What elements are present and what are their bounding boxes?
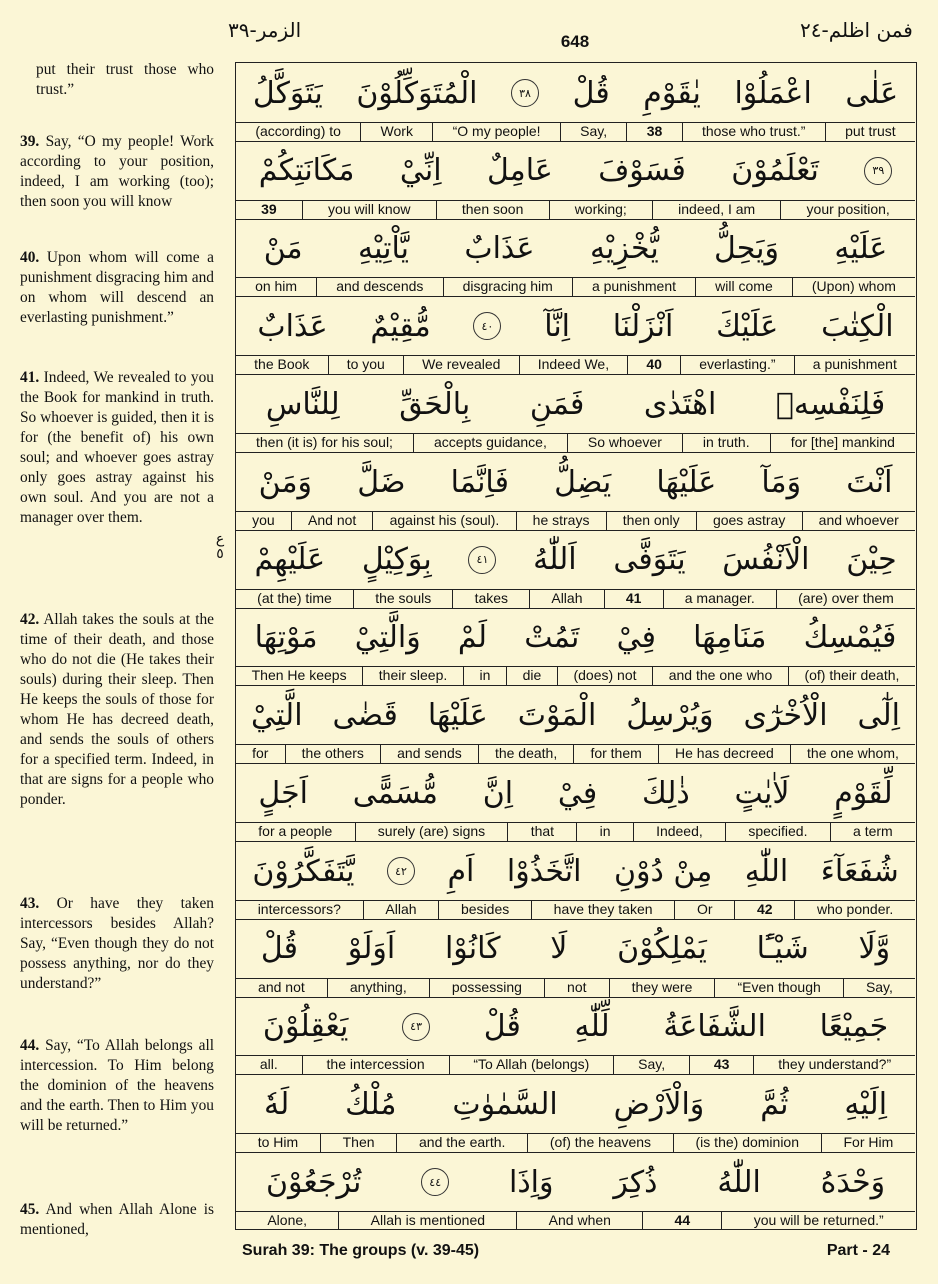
arabic-word: لَاٰيٰتٍ bbox=[734, 775, 790, 811]
note-text: And when Allah Alone is mentioned, bbox=[20, 1201, 215, 1238]
english-gloss: Allah is mentioned bbox=[338, 1212, 516, 1230]
arabic-line bbox=[236, 997, 915, 1057]
english-gloss: (does) not bbox=[557, 667, 652, 685]
verse-row bbox=[236, 452, 915, 531]
english-gloss: Then He keeps bbox=[251, 667, 347, 684]
arabic-word: عَذَابٌ bbox=[257, 308, 328, 344]
english-gloss: (at the) time bbox=[257, 589, 332, 606]
arabic-word: حِيْنَ bbox=[846, 542, 897, 578]
arabic-word: يَمْلِكُوْنَ bbox=[617, 931, 707, 967]
english-gloss: the others bbox=[285, 745, 380, 763]
english-gloss-line bbox=[236, 511, 915, 530]
english-gloss: disgracing him bbox=[443, 278, 572, 296]
arabic-word: اعْمَلُوْا bbox=[734, 75, 812, 111]
english-gloss: that bbox=[507, 823, 576, 841]
ayah-end-marker: ٤٣ bbox=[402, 1013, 430, 1041]
english-gloss: they understand?” bbox=[753, 1056, 915, 1074]
english-gloss: “Even though bbox=[714, 979, 842, 997]
english-gloss: you will be returned.” bbox=[721, 1212, 915, 1230]
english-gloss: then only bbox=[606, 512, 696, 530]
verse-row bbox=[236, 841, 915, 920]
english-gloss: working; bbox=[549, 201, 652, 219]
english-gloss: Indeed We, bbox=[519, 356, 628, 374]
footer-part: Part - 24 bbox=[826, 1242, 890, 1259]
english-gloss: Say, bbox=[843, 979, 915, 997]
english-gloss: possessing bbox=[429, 979, 544, 997]
english-gloss: and the one who bbox=[652, 667, 788, 685]
english-gloss: He has decreed bbox=[658, 745, 790, 763]
arabic-word: كَانُوْا bbox=[444, 931, 501, 967]
arabic-word: مَوْتِهَا bbox=[254, 620, 318, 656]
arabic-word: عَلَيْهِ bbox=[834, 231, 888, 267]
arabic-word: مُّقِيْمٌ bbox=[370, 308, 431, 344]
english-gloss: and whoever bbox=[802, 512, 916, 530]
page-header bbox=[0, 14, 938, 50]
arabic-word: قُلْ bbox=[483, 1009, 521, 1045]
english-gloss: (Upon) whom bbox=[792, 278, 915, 296]
arabic-word: اتَّخَذُوْا bbox=[506, 853, 582, 889]
arabic-word: مُّسَمًّى bbox=[352, 775, 438, 811]
ruku-mark-letter: ع bbox=[215, 531, 225, 547]
english-gloss: you bbox=[252, 511, 275, 528]
english-gloss: anything, bbox=[327, 979, 429, 997]
arabic-word: الْكِتٰبَ bbox=[821, 308, 894, 344]
arabic-word: فَمَنِ bbox=[529, 386, 585, 422]
arabic-word: اللّٰهُ bbox=[717, 1164, 761, 1200]
arabic-word: مَنَامِهَا bbox=[693, 620, 767, 656]
surah-label-arabic: الزمر-٣٩ bbox=[228, 18, 302, 42]
english-gloss: the one whom, bbox=[790, 745, 915, 763]
arabic-word: لِّلّٰهِ bbox=[574, 1009, 610, 1045]
word-by-word-grid bbox=[235, 62, 917, 1230]
arabic-word: اَجَلٍ bbox=[258, 775, 308, 811]
english-gloss: indeed, I am bbox=[652, 201, 780, 219]
arabic-word: اِنِّيْ bbox=[399, 153, 442, 189]
english-gloss-line bbox=[236, 822, 915, 841]
arabic-word: وَيَحِلُّ bbox=[714, 231, 779, 267]
english-gloss: who ponder. bbox=[794, 901, 915, 919]
verse-number: 41. bbox=[20, 369, 40, 386]
arabic-line bbox=[236, 841, 915, 901]
arabic-word: يُّخْزِيْهِ bbox=[589, 231, 659, 267]
arabic-word: الشَّفَاعَةُ bbox=[663, 1009, 766, 1045]
arabic-word: فَلِنَفْسِهٖ bbox=[775, 386, 886, 422]
arabic-word: لَهٗ bbox=[264, 1086, 290, 1122]
arabic-word: قُلْ bbox=[260, 931, 298, 967]
english-gloss-line bbox=[236, 122, 915, 141]
english-gloss: then (it is) for his soul; bbox=[256, 433, 393, 450]
arabic-word: وَالْاَرْضِ bbox=[613, 1086, 705, 1122]
verse-number: 43. bbox=[20, 895, 40, 912]
arabic-word: شَيْـًٔا bbox=[756, 931, 809, 967]
english-gloss: not bbox=[544, 979, 609, 997]
arabic-line bbox=[236, 530, 915, 590]
arabic-word: وَمَآ bbox=[761, 464, 802, 500]
arabic-line bbox=[236, 1074, 915, 1134]
english-gloss: and not bbox=[258, 978, 305, 995]
arabic-word: مِنْ دُوْنِ bbox=[613, 853, 713, 889]
arabic-line bbox=[236, 1152, 915, 1212]
ayah-end-marker: ٤٢ bbox=[387, 857, 415, 885]
arabic-word: لِّقَوْمٍ bbox=[834, 775, 893, 811]
english-gloss: for them bbox=[573, 745, 658, 763]
english-gloss-line bbox=[236, 666, 915, 685]
arabic-word: يَضِلُّ bbox=[554, 464, 612, 500]
arabic-line bbox=[236, 219, 915, 279]
english-gloss: (is the) dominion bbox=[673, 1134, 821, 1152]
arabic-word: اَنْتَ bbox=[846, 464, 893, 500]
english-gloss: all. bbox=[259, 1056, 278, 1073]
arabic-word: مُلْكُ bbox=[345, 1086, 397, 1122]
verse-row bbox=[236, 530, 915, 609]
arabic-word: فَسَوْفَ bbox=[598, 153, 686, 189]
arabic-word: قُلْ bbox=[572, 75, 610, 111]
english-gloss: Or bbox=[674, 901, 734, 919]
arabic-word: الَّتِيْ bbox=[251, 697, 303, 733]
arabic-word: عَامِلٌ bbox=[486, 153, 553, 189]
english-gloss-line bbox=[236, 355, 915, 374]
english-gloss: accepts guidance, bbox=[413, 434, 567, 452]
english-gloss: “O my people! bbox=[432, 123, 560, 141]
note-text: Upon whom will come a punishment disgracing him and on whom will descend an everlasting punishment.” bbox=[20, 249, 214, 326]
english-gloss-line bbox=[236, 589, 915, 608]
arabic-line bbox=[236, 452, 915, 512]
verse-row bbox=[236, 685, 915, 764]
arabic-word: يَتَوَفَّى bbox=[613, 542, 686, 578]
english-gloss: Say, bbox=[613, 1056, 689, 1074]
arabic-word: عَلَيْهَا bbox=[427, 697, 488, 733]
arabic-word: يَّتَفَكَّرُوْنَ bbox=[252, 853, 355, 889]
english-gloss: against his (soul). bbox=[372, 512, 515, 530]
english-gloss: So whoever bbox=[567, 434, 682, 452]
english-gloss: 39 bbox=[261, 200, 277, 217]
verse-row bbox=[236, 219, 915, 298]
footer-surah-title: Surah 39: The groups (v. 39-45) bbox=[242, 1242, 480, 1259]
note-text: Say, “To Allah belongs all intercession. To Him belong the dominion of the heavens and the earth. Then to Him you will be returned.” bbox=[20, 1037, 214, 1134]
arabic-line bbox=[236, 63, 915, 123]
arabic-word: يَتَوَكَّلُ bbox=[252, 75, 323, 111]
arabic-word: اَنْزَلْنَا bbox=[612, 308, 674, 344]
english-gloss: in bbox=[463, 667, 506, 685]
arabic-word: لَا bbox=[550, 931, 568, 967]
english-gloss: the souls bbox=[353, 590, 452, 608]
arabic-word: بِالْحَقِّ bbox=[399, 386, 471, 422]
english-gloss: everlasting.” bbox=[680, 356, 794, 374]
note-text: Indeed, We revealed to you the Book for mankind in truth. So whoever is guided, then it is for (the benefit of) his own soul; and whoever goes astray only goes astray against his own soul. And you are not a manager over them. bbox=[20, 369, 214, 526]
verse-number: 39. bbox=[20, 133, 40, 150]
arabic-word: وَّلَا bbox=[858, 931, 891, 967]
verse-number: 40. bbox=[20, 249, 40, 266]
arabic-word: عَلٰى bbox=[845, 75, 899, 111]
arabic-word: اِنَّ bbox=[482, 775, 514, 811]
english-gloss: to Him bbox=[257, 1134, 299, 1151]
arabic-word: يَعْقِلُوْنَ bbox=[262, 1009, 349, 1045]
arabic-line bbox=[236, 763, 915, 823]
arabic-word: ذٰلِكَ bbox=[641, 775, 690, 811]
arabic-line bbox=[236, 374, 915, 434]
english-gloss: Alone, bbox=[267, 1211, 308, 1228]
english-gloss: specified. bbox=[725, 823, 830, 841]
english-gloss: and descends bbox=[316, 278, 442, 296]
english-gloss: those who trust.” bbox=[682, 123, 825, 141]
note-text: put their trust those who trust.” bbox=[36, 61, 214, 98]
english-gloss: to you bbox=[328, 356, 403, 374]
arabic-word: شُفَعَآءَ bbox=[820, 853, 899, 889]
translation-note bbox=[20, 610, 214, 810]
page-number: 648 bbox=[560, 32, 590, 51]
arabic-word: اِلٰٓى bbox=[857, 697, 901, 733]
arabic-word: فَاِنَّمَا bbox=[450, 464, 509, 500]
ayah-end-marker: ٣٩ bbox=[864, 157, 892, 185]
note-text: Allah takes the souls at the time of their death, and those who do not die (He takes their souls) during their sleep. Then He keeps the souls of those for whom He has decreed death, and sends the souls of others for a specified term. Indeed, in that are signs for a people who ponder. bbox=[20, 611, 214, 808]
arabic-line bbox=[236, 296, 915, 356]
arabic-word: مَكَانَتِكُمْ bbox=[258, 153, 355, 189]
english-gloss: 42 bbox=[734, 901, 794, 919]
ruku-mark-number: ٥ bbox=[216, 546, 224, 562]
english-gloss: takes bbox=[452, 590, 529, 608]
note-text: Or have they taken intercessors besides Allah? Say, “Even though they do not possess anything, nor do they understand?” bbox=[20, 895, 214, 992]
arabic-word: الْاَنْفُسَ bbox=[722, 542, 810, 578]
english-gloss: for [the] mankind bbox=[770, 434, 915, 452]
verse-row bbox=[236, 608, 915, 687]
arabic-line bbox=[236, 919, 915, 979]
arabic-word: ثُمَّ bbox=[760, 1086, 789, 1122]
english-gloss: Work bbox=[360, 123, 432, 141]
english-gloss: they were bbox=[609, 979, 715, 997]
arabic-word: تَعْلَمُوْنَ bbox=[731, 153, 819, 189]
english-gloss: And not bbox=[291, 512, 373, 530]
arabic-word: فِيْ bbox=[616, 620, 656, 656]
translation-note bbox=[20, 1200, 214, 1240]
verse-row bbox=[236, 63, 915, 142]
english-gloss: (of) the heavens bbox=[527, 1134, 673, 1152]
english-gloss: the Book bbox=[254, 356, 310, 373]
arabic-word: اَمِ bbox=[447, 853, 475, 889]
english-gloss: goes astray bbox=[696, 512, 802, 530]
english-gloss-line bbox=[236, 900, 915, 919]
verse-number: 42. bbox=[20, 611, 40, 628]
arabic-word: ذُكِرَ bbox=[613, 1164, 658, 1200]
arabic-word: السَّمٰوٰتِ bbox=[452, 1086, 558, 1122]
english-gloss: For Him bbox=[821, 1134, 915, 1152]
english-gloss: 43 bbox=[689, 1056, 753, 1074]
page-footer bbox=[242, 1242, 890, 1264]
verse-row bbox=[236, 763, 915, 842]
english-gloss: surely (are) signs bbox=[355, 823, 508, 841]
english-gloss: a term bbox=[830, 823, 915, 841]
ruku-mark bbox=[212, 532, 228, 562]
english-gloss: your position, bbox=[780, 201, 915, 219]
english-gloss: and sends bbox=[380, 745, 478, 763]
english-gloss: then soon bbox=[436, 201, 549, 219]
arabic-word: لَمْ bbox=[457, 620, 488, 656]
english-gloss: for bbox=[252, 745, 269, 762]
english-gloss: for a people bbox=[258, 822, 333, 839]
arabic-word: وَمَنْ bbox=[258, 464, 313, 500]
note-text: Say, “O my people! Work according to your position, indeed, I am working (too); then soon you will know bbox=[20, 133, 214, 210]
translation-note bbox=[20, 132, 214, 212]
english-gloss-line bbox=[236, 978, 915, 997]
arabic-word: عَلَيْهَا bbox=[656, 464, 717, 500]
arabic-word: اهْتَدٰى bbox=[643, 386, 717, 422]
arabic-word: اَوَلَوْ bbox=[347, 931, 396, 967]
verse-row bbox=[236, 296, 915, 375]
english-gloss: he strays bbox=[516, 512, 606, 530]
verse-number: 45. bbox=[20, 1201, 40, 1218]
arabic-word: فَيُمْسِكُ bbox=[803, 620, 897, 656]
english-gloss: you will know bbox=[302, 201, 436, 219]
english-gloss: 38 bbox=[626, 123, 681, 141]
arabic-word: وَحْدَهُ bbox=[820, 1164, 886, 1200]
arabic-word: يَّاْتِيْهِ bbox=[358, 231, 409, 267]
arabic-word: عَلَيْكَ bbox=[716, 308, 779, 344]
arabic-word: اِنَّآ bbox=[544, 308, 571, 344]
arabic-word: وَالَّتِيْ bbox=[354, 620, 421, 656]
english-gloss: We revealed bbox=[403, 356, 519, 374]
ayah-end-marker: ٤٤ bbox=[421, 1168, 449, 1196]
english-gloss-line bbox=[236, 1211, 915, 1230]
english-gloss: their sleep. bbox=[362, 667, 463, 685]
english-gloss: “To Allah (belongs) bbox=[449, 1056, 614, 1074]
arabic-word: الْمَوْتَ bbox=[517, 697, 597, 733]
ayah-end-marker: ٤١ bbox=[468, 546, 496, 574]
english-gloss: 41 bbox=[604, 590, 663, 608]
arabic-word: تُرْجَعُوْنَ bbox=[265, 1164, 362, 1200]
arabic-word: ضَلَّ bbox=[357, 464, 406, 500]
english-gloss: put trust bbox=[825, 123, 915, 141]
arabic-word: الْمُتَوَكِّلُوْنَ bbox=[356, 75, 478, 111]
english-gloss: Allah bbox=[529, 590, 603, 608]
arabic-line bbox=[236, 685, 915, 745]
arabic-word: اِلَيْهِ bbox=[844, 1086, 888, 1122]
english-gloss: intercessors? bbox=[257, 900, 341, 917]
english-gloss: 40 bbox=[627, 356, 680, 374]
english-gloss: the intercession bbox=[302, 1056, 449, 1074]
english-gloss: (according) to bbox=[255, 122, 341, 139]
arabic-line bbox=[236, 141, 915, 201]
arabic-word: مَنْ bbox=[263, 231, 303, 267]
arabic-word: وَيُرْسِلُ bbox=[626, 697, 714, 733]
arabic-word: فِيْ bbox=[557, 775, 598, 811]
arabic-word: عَذَابٌ bbox=[464, 231, 535, 267]
english-gloss: and the earth. bbox=[396, 1134, 527, 1152]
arabic-word: بِوَكِيْلٍ bbox=[361, 542, 432, 578]
verse-row bbox=[236, 141, 915, 220]
english-gloss: on him bbox=[255, 278, 298, 295]
translation-note bbox=[20, 248, 214, 328]
translation-note bbox=[20, 368, 214, 528]
ayah-end-marker: ٤٠ bbox=[473, 312, 501, 340]
arabic-word: اللّٰهِ bbox=[744, 853, 789, 889]
english-gloss: (of) their death, bbox=[788, 667, 915, 685]
arabic-word: وَاِذَا bbox=[508, 1164, 554, 1200]
english-gloss-line bbox=[236, 277, 915, 296]
english-gloss: will come bbox=[695, 278, 792, 296]
english-gloss-line bbox=[236, 1133, 915, 1152]
arabic-word: عَلَيْهِمْ bbox=[254, 542, 326, 578]
translation-note bbox=[20, 1036, 214, 1136]
english-gloss: a punishment bbox=[794, 356, 915, 374]
english-gloss: in bbox=[576, 823, 632, 841]
english-gloss: 44 bbox=[642, 1212, 721, 1230]
english-gloss: Indeed, bbox=[633, 823, 725, 841]
arabic-word: تَمُتْ bbox=[524, 620, 580, 656]
english-gloss: a punishment bbox=[572, 278, 695, 296]
english-gloss: die bbox=[506, 667, 557, 685]
english-gloss: Then bbox=[320, 1134, 396, 1152]
arabic-line bbox=[236, 608, 915, 668]
verse-row bbox=[236, 997, 915, 1076]
verse-number: 44. bbox=[20, 1037, 40, 1054]
english-gloss: And when bbox=[516, 1212, 642, 1230]
juz-label-arabic: فمن اظلم-٢٤ bbox=[800, 18, 913, 42]
arabic-word: قَضٰى bbox=[332, 697, 398, 733]
english-gloss: the death, bbox=[478, 745, 573, 763]
english-gloss-line bbox=[236, 200, 915, 219]
arabic-word: الْاُخْرٰٓى bbox=[743, 697, 828, 733]
translation-note bbox=[20, 60, 214, 100]
ayah-end-marker: ٣٨ bbox=[511, 79, 539, 107]
verse-row bbox=[236, 374, 915, 453]
english-gloss: a manager. bbox=[663, 590, 776, 608]
english-gloss: Say, bbox=[560, 123, 627, 141]
english-gloss: in truth. bbox=[682, 434, 770, 452]
verse-row bbox=[236, 1152, 915, 1230]
english-gloss: Allah bbox=[363, 901, 439, 919]
translation-note bbox=[20, 894, 214, 994]
english-gloss: (are) over them bbox=[776, 590, 915, 608]
verse-row bbox=[236, 919, 915, 998]
english-gloss-line bbox=[236, 1055, 915, 1074]
english-gloss: have they taken bbox=[531, 901, 674, 919]
arabic-word: يٰقَوْمِ bbox=[643, 75, 701, 111]
verse-row bbox=[236, 1074, 915, 1153]
arabic-word: جَمِيْعًا bbox=[819, 1009, 889, 1045]
english-gloss-line bbox=[236, 433, 915, 452]
english-gloss: besides bbox=[438, 901, 531, 919]
arabic-word: اَللّٰهُ bbox=[533, 542, 577, 578]
arabic-word: لِلنَّاسِ bbox=[265, 386, 340, 422]
english-gloss-line bbox=[236, 744, 915, 763]
